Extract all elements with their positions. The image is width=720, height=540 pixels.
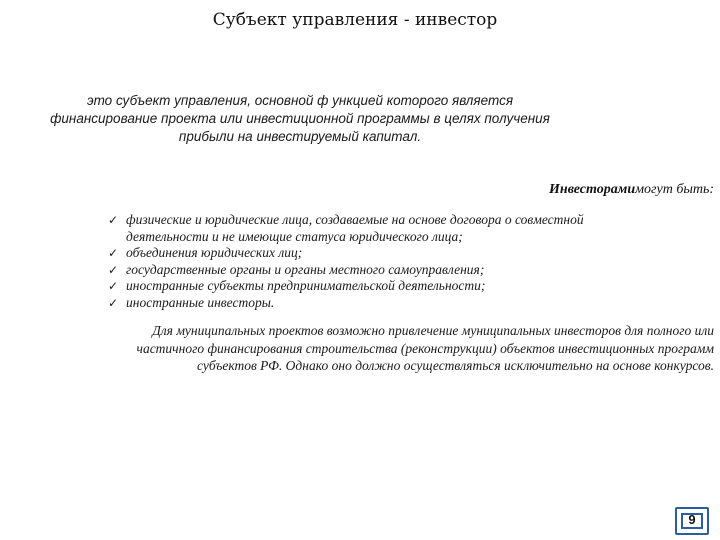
investors-heading-bold: Инвесторами (549, 182, 636, 197)
checkmark-icon: ✓ (108, 246, 119, 260)
list-item (108, 262, 668, 279)
investors-heading (549, 182, 714, 198)
checkmark-icon: ✓ (108, 279, 119, 293)
list-item (108, 295, 668, 312)
list-item (108, 212, 668, 245)
list-item-text: объединения юридических лиц; (126, 245, 303, 260)
investor-types-list (108, 212, 668, 311)
list-item-text: физические и юридические лица, создаваемые на основе договора о совместной деятельности и не имеющие статуса юридического лица; (126, 212, 584, 244)
list-item-text: иностранные субъекты предпринимательской деятельности; (126, 278, 486, 293)
page-number-badge[interactable] (675, 507, 709, 535)
list-item-text: иностранные инвесторы. (126, 294, 275, 310)
list-item (108, 278, 668, 295)
page-number: 9 (688, 512, 696, 527)
checkmark-icon: ✓ (108, 295, 119, 310)
checkmark-icon: ✓ (108, 262, 119, 277)
list-item (108, 245, 668, 262)
municipal-investors-note: Для муниципальных проектов возможно привлечение муниципальных инвесторов для полного или частичного финансирования строительства (реконструкции) объектов инвестиционных программ субъектов РФ. Однако оно должно осуществляться исключительно на основе конкурсов. (136, 323, 714, 373)
checkmark-icon: ✓ (108, 213, 119, 227)
slide-title: Субъект управления - инвестор (212, 10, 498, 30)
list-item-text: государственные органы и органы местного самоуправления; (126, 261, 485, 277)
investors-heading-rest: могут быть: (635, 182, 714, 197)
investor-definition: это субъект управления, основной ф ункцией которого является финансирование проекта или инвестиционной программы в целях получения прибыли на инвестируемый капитал. (50, 93, 550, 144)
